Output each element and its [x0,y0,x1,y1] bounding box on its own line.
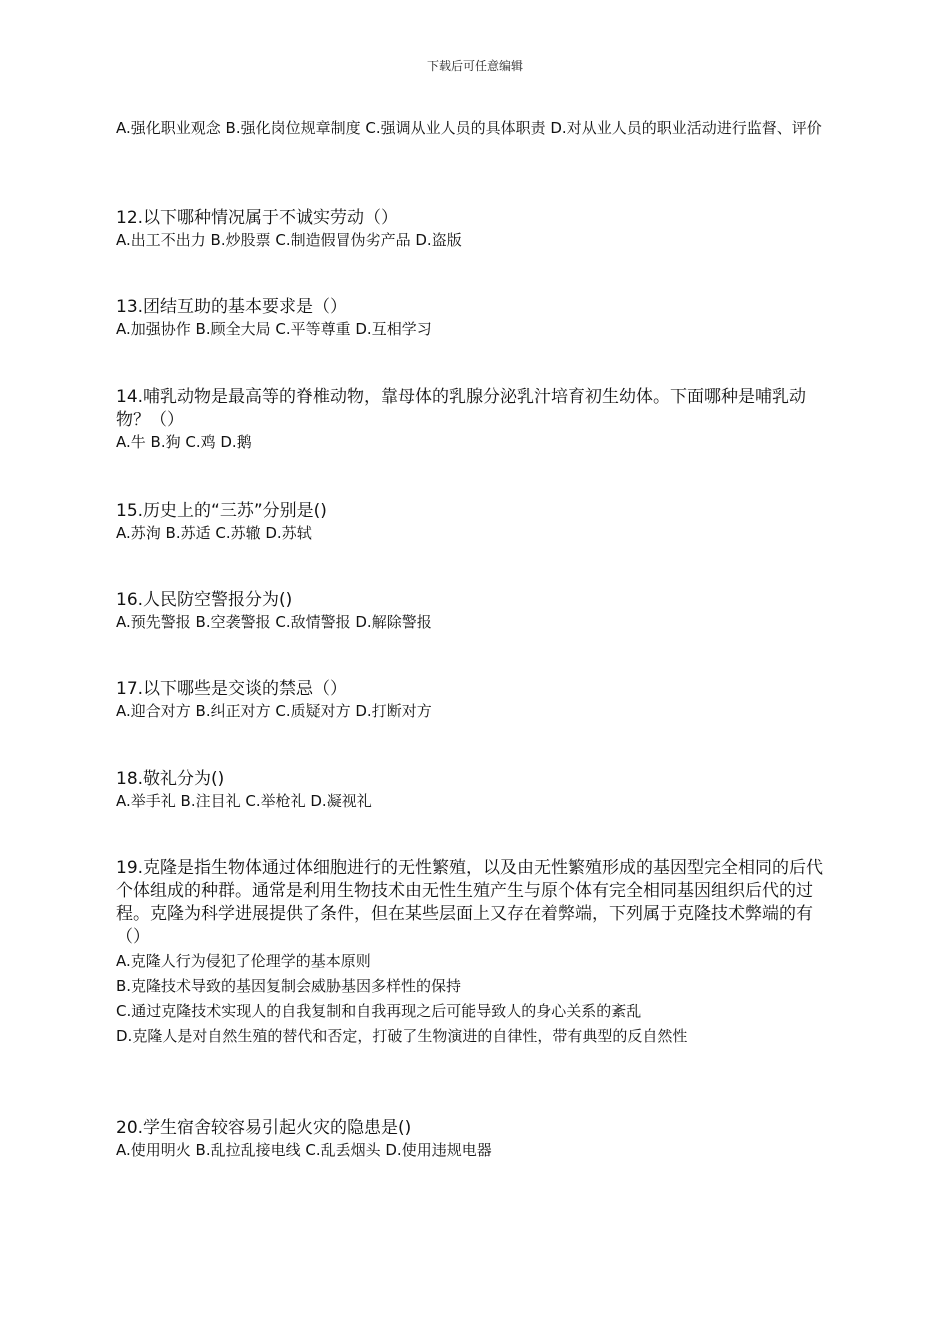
option-b: B.克隆技术导致的基因复制会威胁基因多样性的保持 [116,977,462,995]
question-title: 18.敬礼分为() [116,769,225,789]
question-13 [116,296,836,339]
question-options: A.加强协作 B.顾全大局 C.平等尊重 D.互相学习 [116,320,432,338]
question-15 [116,500,836,543]
question-options: A.使用明火 B.乱拉乱接电线 C.乱丢烟头 D.使用违规电器 [116,1141,492,1159]
question-title: 20.学生宿舍较容易引起火灾的隐患是() [116,1118,412,1138]
option-a: A.克隆人行为侵犯了伦理学的基本原则 [116,952,371,970]
question-16 [116,589,836,632]
page-header: 下载后可任意编辑 [426,59,523,73]
question-14 [116,386,836,452]
question-options: A.举手礼 B.注目礼 C.举枪礼 D.凝视礼 [116,792,372,810]
question-title: 17.以下哪些是交谈的禁忌（） [116,679,348,699]
question-title: 14.哺乳动物是最高等的脊椎动物，靠母体的乳腺分泌乳汁培育初生幼体。下面哪种是哺乳动物？（） [116,387,807,430]
question-options: A.预先警报 B.空袭警报 C.敌情警报 D.解除警报 [116,613,432,631]
question-19 [116,857,836,1049]
question-options: A.出工不出力 B.炒股票 C.制造假冒伪劣产品 D.盗版 [116,231,462,249]
option-d: D.克隆人是对自然生殖的替代和否定，打破了生物演进的自律性，带有典型的反自然性 [116,1027,688,1045]
question-title: 19.克隆是指生物体通过体细胞进行的无性繁殖，以及由无性繁殖形成的基因型完全相同的后代个体组成的种群。通常是利用生物技术由无性生殖产生与原个体有完全相同基因组织后代的过程。克隆为科学进展提供了条件，但在某些层面上又存在着弊端，下列属于克隆技术弊端的有（） [116,858,824,947]
question-title: 15.历史上的“三苏”分别是() [116,501,327,521]
question-title: 13.团结互助的基本要求是（） [116,297,348,317]
question-18 [116,768,836,811]
question-17 [116,678,836,721]
question-20 [116,1117,836,1160]
question-options: A.迎合对方 B.纠正对方 C.质疑对方 D.打断对方 [116,702,432,720]
question-title: 16.人民防空警报分为() [116,590,293,610]
question-options: A.苏洵 B.苏适 C.苏辙 D.苏轼 [116,524,312,542]
question-title: 12.以下哪种情况属于不诚实劳动（） [116,208,399,228]
options-text: A.强化职业观念 B.强化岗位规章制度 C.强调从业人员的具体职责 D.对从业人员的职业活动进行监督、评价 [116,119,822,137]
question-12 [116,207,836,250]
option-c: C.通过克隆技术实现人的自我复制和自我再现之后可能导致人的身心关系的紊乱 [116,1002,642,1020]
question-11-options [116,115,836,141]
question-options: A.牛 B.狗 C.鸡 D.鹅 [116,433,252,451]
